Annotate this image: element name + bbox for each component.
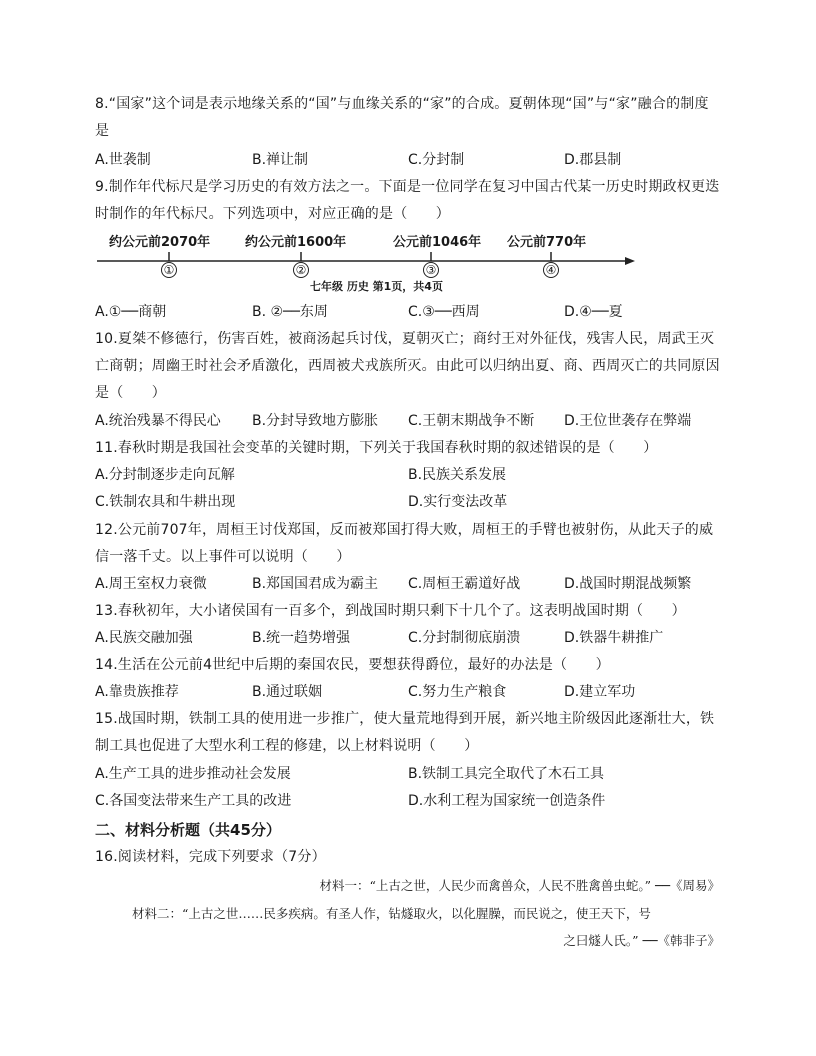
option-a[interactable]: A.①──商朝 [95,304,167,320]
question-11-options-row1 [95,463,735,487]
option-a[interactable]: A.分封制逐步走向瓦解 [95,467,235,483]
timeline-label-3: 公元前1046年 [393,235,482,250]
timeline-marker-2: ② [293,262,309,278]
option-b[interactable]: B.统一趋势增强 [252,630,351,646]
option-a[interactable]: A.生产工具的进步推动社会发展 [95,766,291,782]
material-2-line-1: 材料二：“上古之世……民多疾病。有圣人作，钻燧取火，以化腥臊，而民说之，使王天下，号 [132,906,651,921]
timeline-marker-4: ④ [543,262,559,278]
option-c[interactable]: C.分封制彻底崩溃 [408,630,521,646]
option-b[interactable]: B.禅让制 [252,152,309,168]
option-a[interactable]: A.世袭制 [95,152,151,168]
page-footer: 七年级 历史 第1页，共4页 [310,280,443,293]
option-c[interactable]: C.努力生产粮食 [408,684,507,700]
option-d[interactable]: D.王位世袭存在弊端 [564,413,692,429]
question-13: 13.春秋初年，大小诸侯国有一百多个，到战国时期只剩下十几个了。这表明战国时期（ ） [95,603,686,619]
question-10-options [95,409,735,433]
question-12-options [95,572,735,596]
question-15-options-row1 [95,762,735,786]
question-9-options [95,300,735,324]
question-8: 8.“国家”这个词是表示地缘关系的“国”与血缘关系的“家”的合成。夏朝体现“国”与“家”融合的制度是 [95,96,709,139]
option-d[interactable]: D.郡县制 [564,152,622,168]
option-a[interactable]: A.靠贵族推荐 [95,684,179,700]
option-c[interactable]: C.王朝末期战争不断 [408,413,535,429]
timeline-label-1: 约公元前2070年 [109,235,211,250]
timeline-label-2: 约公元前1600年 [245,235,347,250]
material-1: 材料一：“上古之世，人民少而禽兽众，人民不胜禽兽虫蛇。” ──《周易》 [319,878,720,893]
question-15: 15.战国时期，铁制工具的使用进一步推广，使大量荒地得到开展，新兴地主阶级因此逐渐壮大，铁制工具也促进了大型水利工程的修建，以上材料说明（ ） [95,711,715,754]
timeline-marker-1: ① [161,262,177,278]
question-14: 14.生活在公元前4世纪中后期的秦国农民，要想获得爵位，最好的办法是（ ） [95,657,610,673]
option-c[interactable]: C.铁制农具和牛耕出现 [95,494,236,510]
question-11: 11.春秋时期是我国社会变革的关键时期，下列关于我国春秋时期的叙述错误的是（ ） [95,440,658,456]
option-c[interactable]: C.各国变法带来生产工具的改进 [95,793,292,809]
question-10: 10.夏桀不修德行，伤害百姓，被商汤起兵讨伐，夏朝灭亡；商纣王对外征伐，残害人民，周武王灭亡商朝；周幽王时社会矛盾激化，西周被犬戎族所灭。由此可以归纳出夏、商、西周灭亡的共同原因是（ ） [95,331,720,401]
timeline-marker-3: ③ [423,262,439,278]
option-c[interactable]: C.分封制 [408,152,465,168]
timeline [95,226,640,298]
material-2-line-2: 之曰燧人氏。” ──《韩非子》 [563,933,720,948]
question-8-options [95,148,735,172]
question-11-options-row2 [95,490,735,514]
option-d[interactable]: D.水利工程为国家统一创造条件 [408,793,606,809]
option-b[interactable]: B.分封导致地方膨胀 [252,413,379,429]
question-9: 9.制作年代标尺是学习历史的有效方法之一。下面是一位同学在复习中国古代某一历史时期政权更迭时制作的年代标尺。下列选项中，对应正确的是（ ） [95,179,720,222]
option-b[interactable]: B.通过联姻 [252,684,323,700]
option-b[interactable]: B. ②──东周 [252,304,328,320]
option-a[interactable]: A.民族交融加强 [95,630,193,646]
question-16: 16.阅读材料，完成下列要求（7分） [95,849,326,865]
option-a[interactable]: A.统治残暴不得民心 [95,413,221,429]
question-12: 12.公元前707年，周桓王讨伐郑国，反而被郑国打得大败，周桓王的手臂也被射伤，从此天子的威信一落千丈。以上事件可以说明（ ） [95,522,714,565]
option-c[interactable]: C.周桓王霸道好战 [408,576,521,592]
question-14-options [95,680,735,704]
timeline-label-4: 公元前770年 [507,235,587,250]
option-d[interactable]: D.铁器牛耕推广 [564,630,664,646]
option-c[interactable]: C.③──西周 [408,304,480,320]
question-15-options-row2 [95,789,735,813]
section-title: 二、材料分析题（共45分） [95,821,281,839]
question-13-options [95,626,735,650]
option-d[interactable]: D.④──夏 [564,304,623,320]
option-b[interactable]: B.民族关系发展 [408,467,507,483]
option-d[interactable]: D.实行变法改革 [408,494,508,510]
option-b[interactable]: B.郑国国君成为霸主 [252,576,379,592]
option-b[interactable]: B.铁制工具完全取代了木石工具 [408,766,605,782]
option-d[interactable]: D.战国时期混战频繁 [564,576,692,592]
option-a[interactable]: A.周王室权力衰微 [95,576,207,592]
option-d[interactable]: D.建立军功 [564,684,636,700]
